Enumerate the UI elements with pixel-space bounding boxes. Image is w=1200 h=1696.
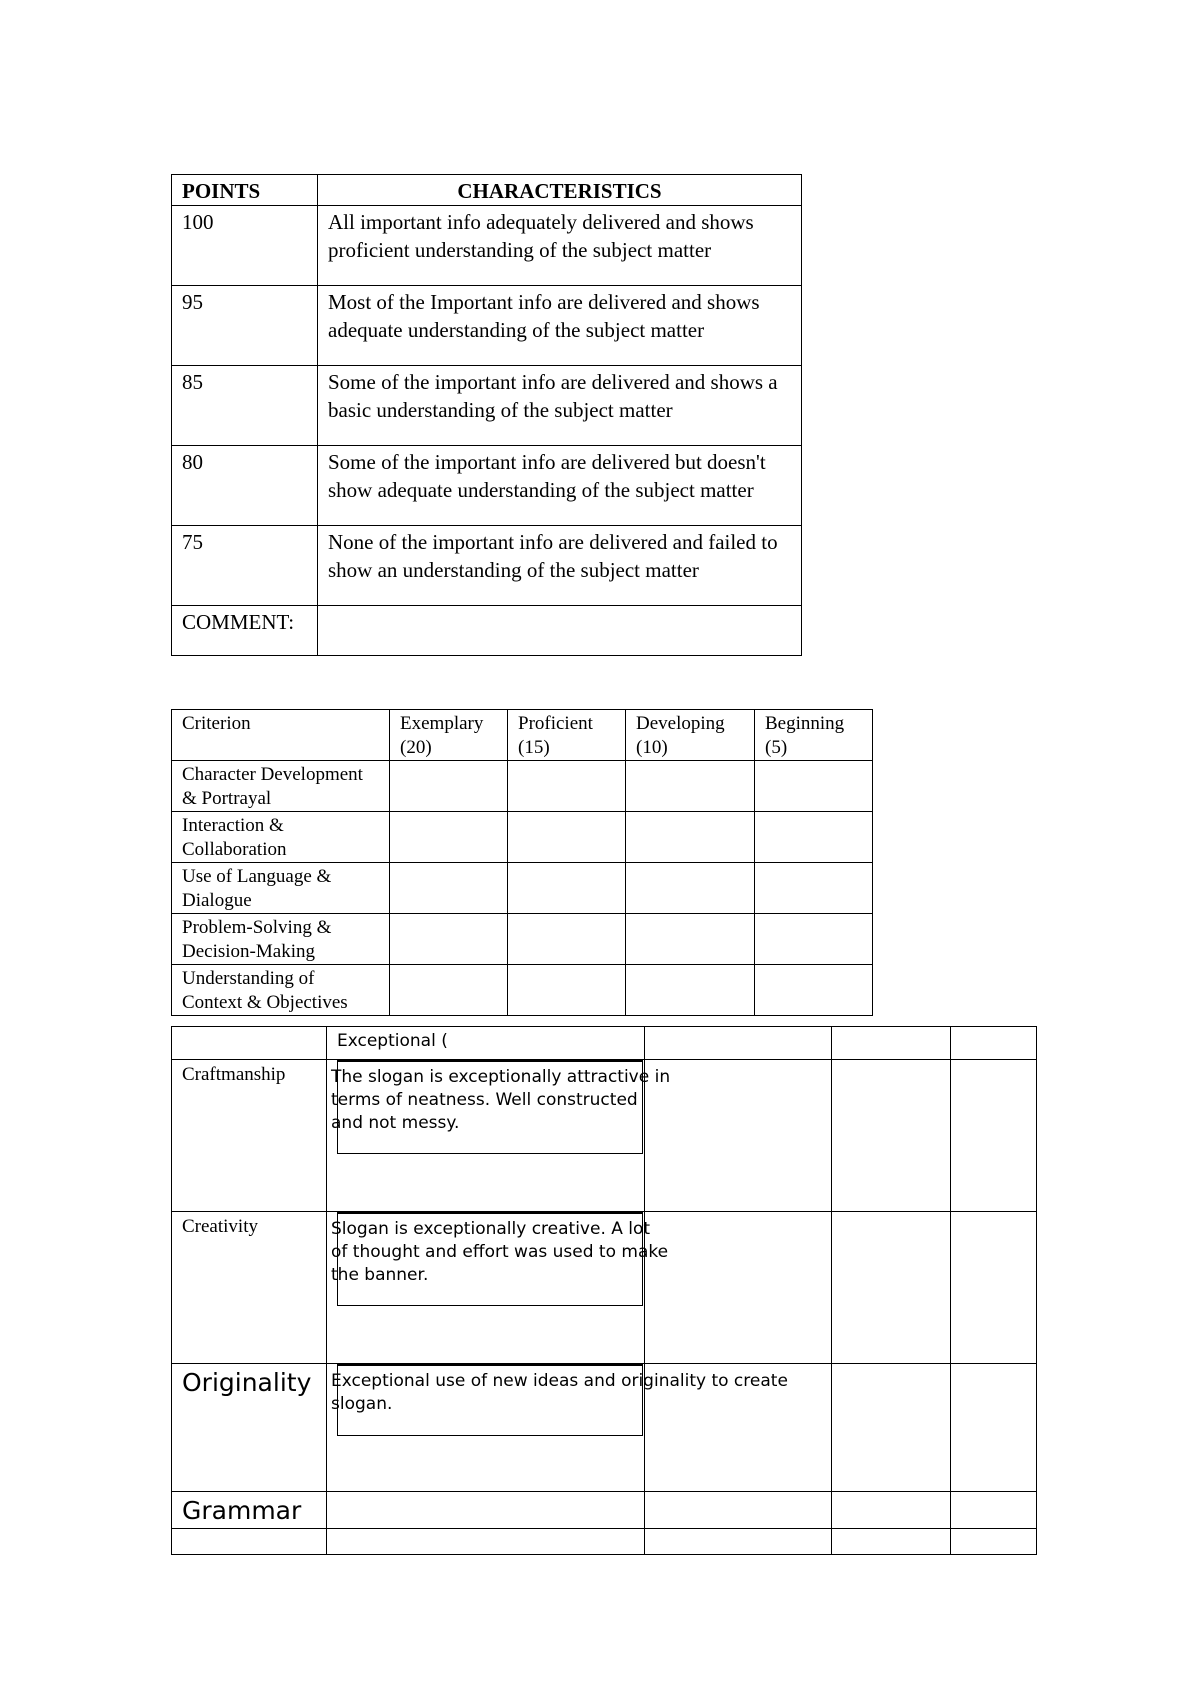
row-label-grammar: Grammar bbox=[172, 1492, 327, 1529]
characteristics-cell: Most of the Important info are delivered and shows adequate understanding of the subject matter bbox=[318, 286, 802, 366]
comment-row bbox=[172, 606, 802, 656]
score-cell[interactable] bbox=[832, 1364, 951, 1492]
table-row bbox=[172, 286, 802, 366]
criterion-rubric-table bbox=[171, 709, 873, 1016]
score-cell[interactable] bbox=[508, 914, 626, 965]
empty-cell[interactable] bbox=[327, 1529, 645, 1555]
exceptional-header: Exceptional ( bbox=[327, 1027, 645, 1060]
points-cell: 100 bbox=[172, 206, 318, 286]
description-cell bbox=[327, 1060, 671, 1212]
description-cell[interactable] bbox=[327, 1492, 645, 1529]
score-cell[interactable] bbox=[508, 812, 626, 863]
table-row bbox=[172, 1212, 1037, 1364]
table-row bbox=[172, 914, 873, 965]
score-cell[interactable] bbox=[645, 1492, 832, 1529]
table-header-row bbox=[172, 175, 802, 206]
developing-header: Developing (10) bbox=[626, 710, 755, 761]
characteristics-header: CHARACTERISTICS bbox=[318, 175, 802, 206]
table-row bbox=[172, 1364, 1037, 1492]
criterion-cell: Understanding of Context & Objectives bbox=[172, 965, 390, 1016]
proficient-header: Proficient (15) bbox=[508, 710, 626, 761]
score-cell[interactable] bbox=[390, 914, 508, 965]
empty-cell[interactable] bbox=[832, 1529, 951, 1555]
table-row bbox=[172, 965, 873, 1016]
characteristics-cell: All important info adequately delivered and shows proficient understanding of the subject matter bbox=[318, 206, 802, 286]
points-cell: 95 bbox=[172, 286, 318, 366]
table-row bbox=[172, 812, 873, 863]
row-label-craftmanship: Craftmanship bbox=[172, 1060, 327, 1212]
points-cell: 75 bbox=[172, 526, 318, 606]
criterion-cell: Interaction & Collaboration bbox=[172, 812, 390, 863]
exemplary-header: Exemplary (20) bbox=[390, 710, 508, 761]
points-characteristics-table bbox=[171, 174, 802, 656]
table-row bbox=[172, 1060, 1037, 1212]
empty-cell[interactable] bbox=[172, 1529, 327, 1555]
points-header: POINTS bbox=[172, 175, 318, 206]
table-row bbox=[172, 526, 802, 606]
criterion-cell: Problem-Solving & Decision-Making bbox=[172, 914, 390, 965]
description-text: The slogan is exceptionally attractive in terms of neatness. Well constructed and not messy. bbox=[331, 1067, 671, 1133]
score-cell[interactable] bbox=[832, 1492, 951, 1529]
table-row bbox=[172, 1492, 1037, 1529]
table-row bbox=[172, 366, 802, 446]
table-header-row bbox=[172, 1027, 1037, 1060]
row-label-creativity: Creativity bbox=[172, 1212, 327, 1364]
score-cell[interactable] bbox=[645, 1212, 832, 1364]
score-cell[interactable] bbox=[390, 812, 508, 863]
score-cell[interactable] bbox=[626, 761, 755, 812]
score-cell[interactable] bbox=[645, 1060, 832, 1212]
comment-field[interactable] bbox=[318, 606, 802, 656]
score-cell[interactable] bbox=[626, 863, 755, 914]
criterion-header: Criterion bbox=[172, 710, 390, 761]
score-cell[interactable] bbox=[626, 965, 755, 1016]
empty-cell[interactable] bbox=[645, 1529, 832, 1555]
table-row bbox=[172, 1529, 1037, 1555]
characteristics-cell: None of the important info are delivered and failed to show an understanding of the subject matter bbox=[318, 526, 802, 606]
points-cell: 80 bbox=[172, 446, 318, 526]
description-text: Slogan is exceptionally creative. A lot of thought and effort was used to make the banner. bbox=[331, 1219, 669, 1285]
criterion-cell: Use of Language & Dialogue bbox=[172, 863, 390, 914]
description-text: Exceptional use of new ideas and originality to create slogan. bbox=[331, 1371, 788, 1414]
score-cell[interactable] bbox=[390, 965, 508, 1016]
score-cell[interactable] bbox=[508, 761, 626, 812]
score-cell[interactable] bbox=[951, 1060, 1037, 1212]
table-row bbox=[172, 761, 873, 812]
empty-cell[interactable] bbox=[951, 1529, 1037, 1555]
score-cell[interactable] bbox=[755, 761, 873, 812]
empty-header-cell bbox=[951, 1027, 1037, 1060]
characteristics-cell: Some of the important info are delivered and shows a basic understanding of the subject matter bbox=[318, 366, 802, 446]
table-row bbox=[172, 446, 802, 526]
score-cell[interactable] bbox=[951, 1364, 1037, 1492]
slogan-rubric-table bbox=[171, 1026, 1037, 1555]
score-cell[interactable] bbox=[626, 812, 755, 863]
score-cell[interactable] bbox=[755, 863, 873, 914]
score-cell[interactable] bbox=[755, 914, 873, 965]
score-cell[interactable] bbox=[951, 1492, 1037, 1529]
beginning-header: Beginning (5) bbox=[755, 710, 873, 761]
table-header-row bbox=[172, 710, 873, 761]
score-cell[interactable] bbox=[626, 914, 755, 965]
score-cell[interactable] bbox=[951, 1212, 1037, 1364]
score-cell[interactable] bbox=[508, 965, 626, 1016]
score-cell[interactable] bbox=[508, 863, 626, 914]
comment-label: COMMENT: bbox=[172, 606, 318, 656]
characteristics-cell: Some of the important info are delivered but doesn't show adequate understanding of the subject matter bbox=[318, 446, 802, 526]
score-cell[interactable] bbox=[645, 1364, 832, 1492]
table-row bbox=[172, 863, 873, 914]
score-cell[interactable] bbox=[390, 761, 508, 812]
description-cell bbox=[327, 1364, 788, 1492]
score-cell[interactable] bbox=[390, 863, 508, 914]
score-cell[interactable] bbox=[832, 1212, 951, 1364]
score-cell[interactable] bbox=[755, 965, 873, 1016]
points-cell: 85 bbox=[172, 366, 318, 446]
score-cell[interactable] bbox=[755, 812, 873, 863]
table-row bbox=[172, 206, 802, 286]
description-cell bbox=[327, 1212, 669, 1364]
score-cell[interactable] bbox=[832, 1060, 951, 1212]
empty-header-cell bbox=[172, 1027, 327, 1060]
row-label-originality: Originality bbox=[172, 1364, 327, 1492]
empty-header-cell bbox=[645, 1027, 832, 1060]
criterion-cell: Character Development & Portrayal bbox=[172, 761, 390, 812]
empty-header-cell bbox=[832, 1027, 951, 1060]
